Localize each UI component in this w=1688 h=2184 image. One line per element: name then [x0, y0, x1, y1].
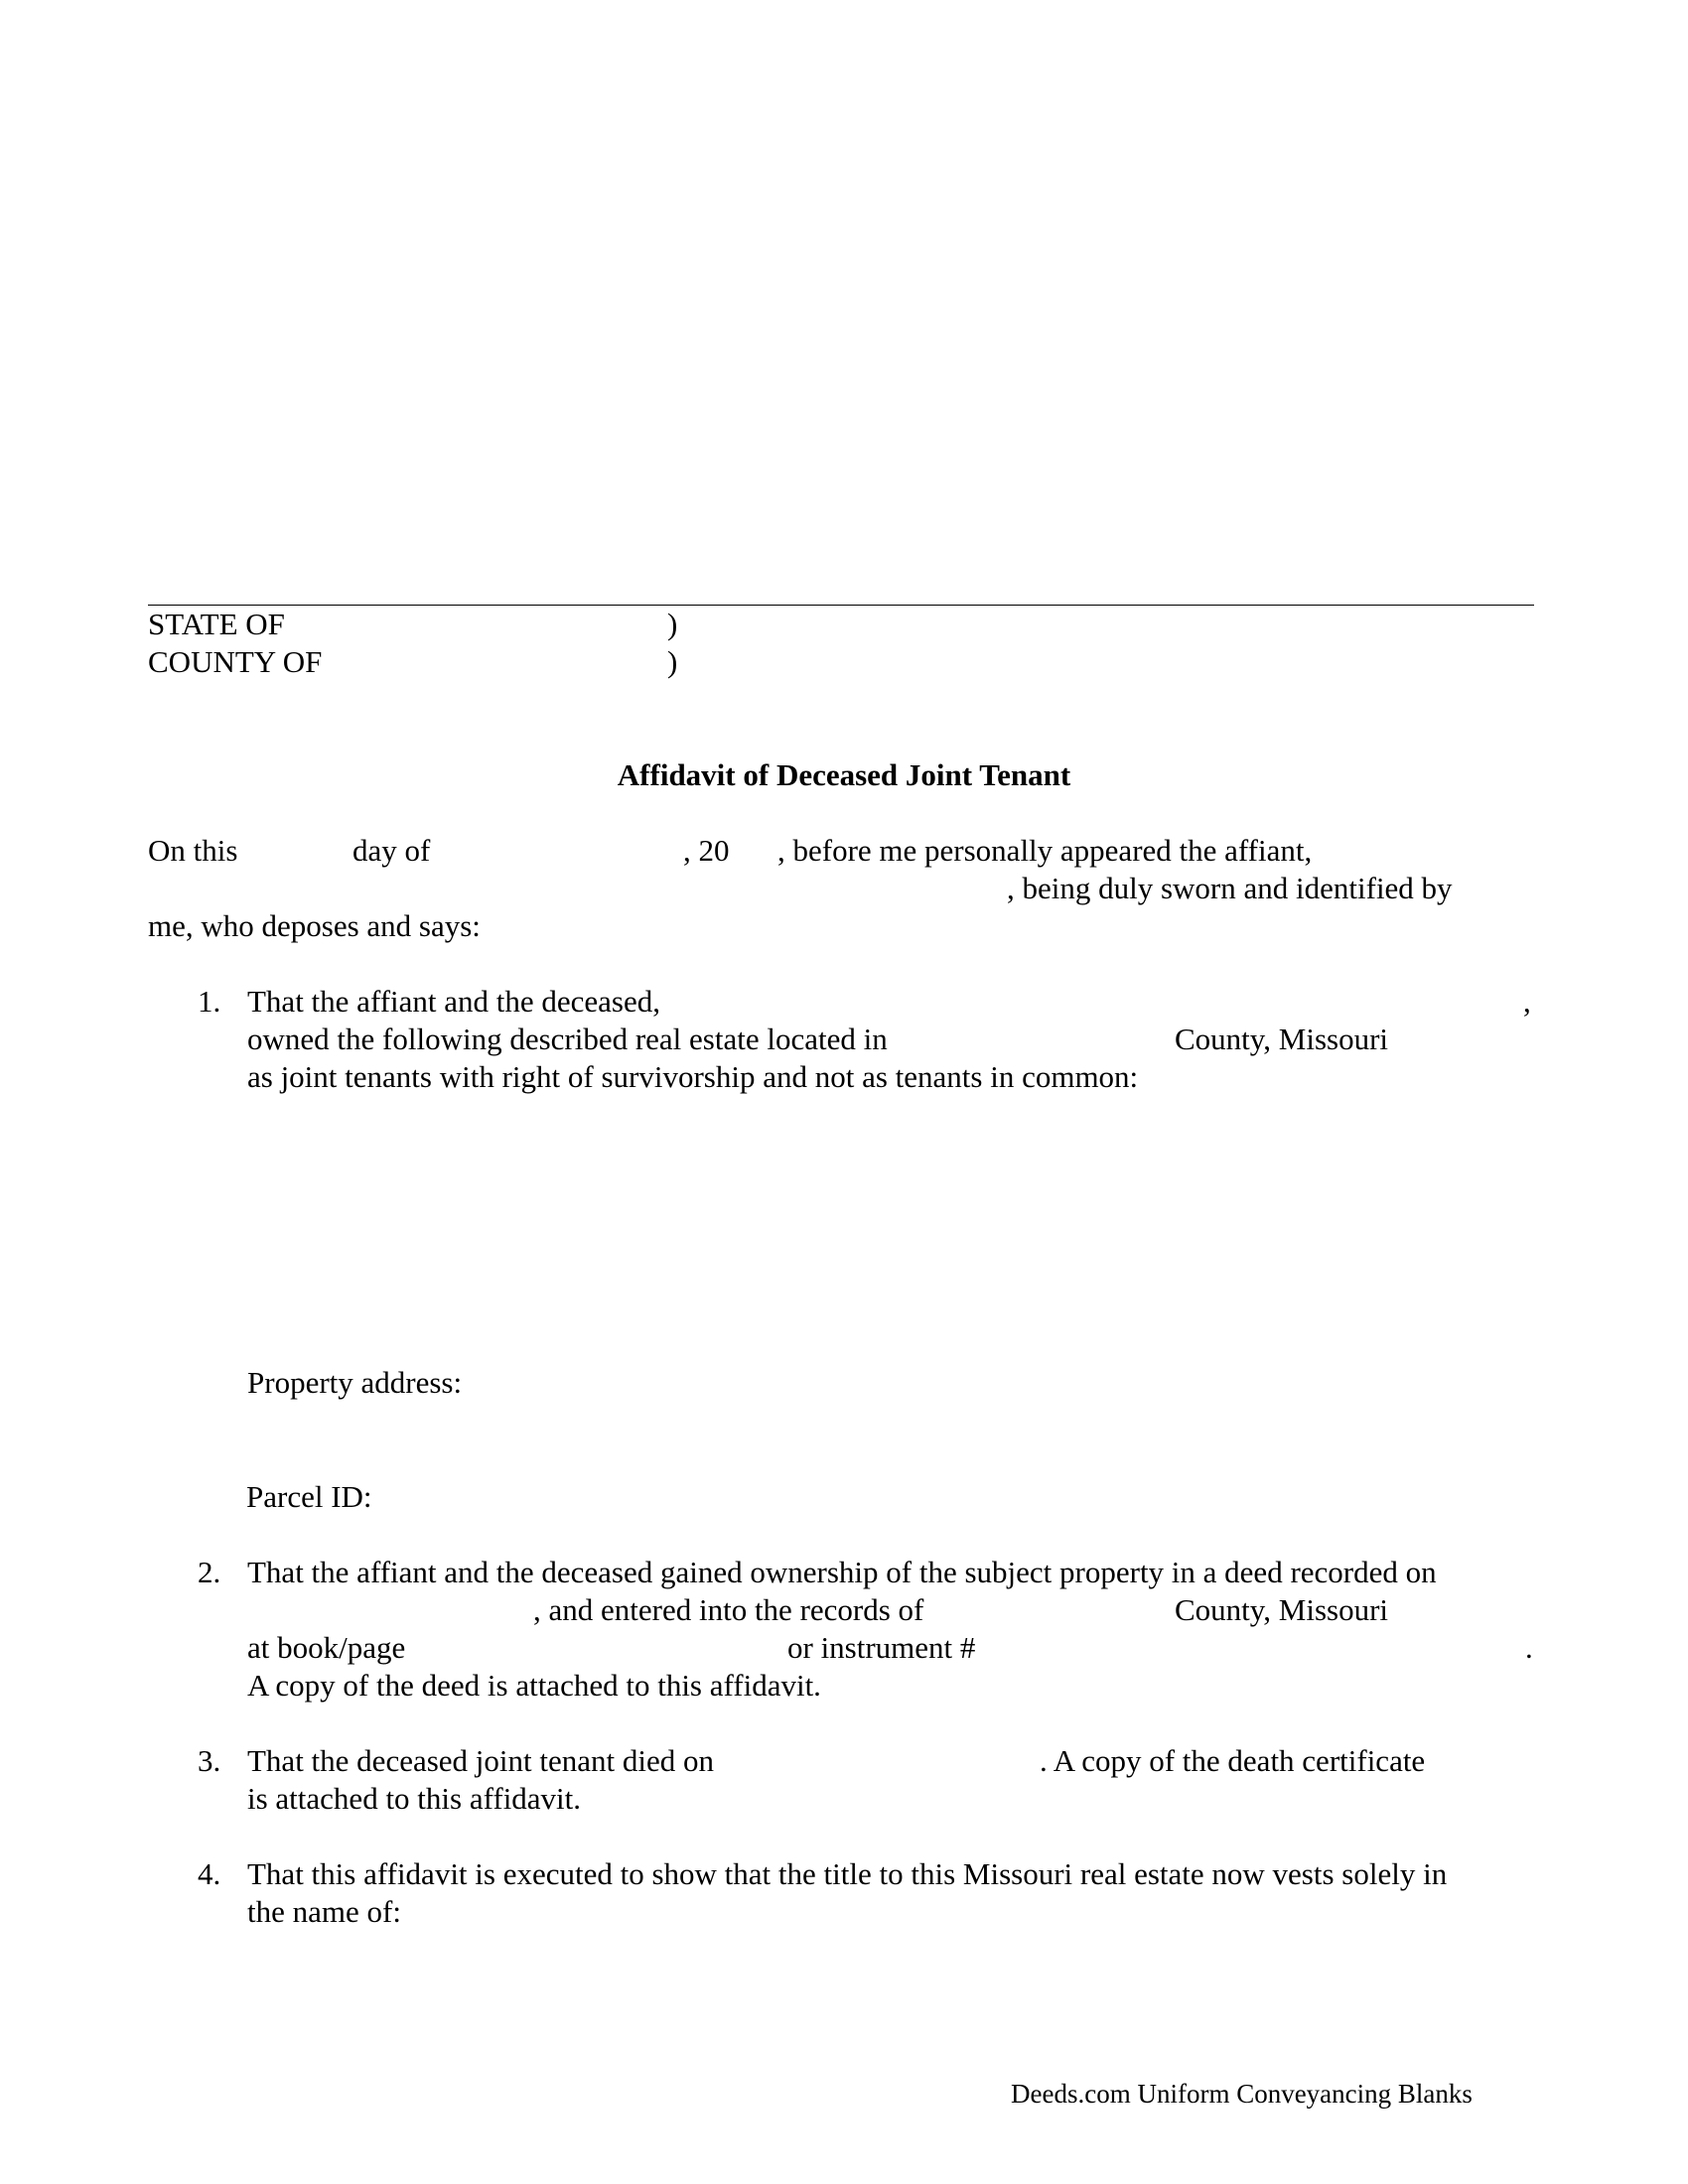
item-1-line-3: as joint tenants with right of survivorship and not as tenants in common: — [247, 1059, 1139, 1094]
item-2-line-3-a: at book/page — [247, 1630, 406, 1665]
intro-on-this: On this — [148, 833, 238, 868]
parcel-id-label: Parcel ID: — [246, 1479, 372, 1514]
item-1-line-2-b: County, Missouri — [1175, 1022, 1389, 1056]
item-2-line-2-b: County, Missouri — [1175, 1592, 1389, 1627]
state-paren: ) — [667, 607, 678, 641]
item-4-line-1: That this affidavit is executed to show that the title to this Missouri real estate now vests solely in — [247, 1856, 1448, 1891]
item-1-number: 1. — [198, 984, 221, 1019]
item-3-line-1-b: . A copy of the death certificate — [1040, 1743, 1426, 1778]
item-2-line-1: That the affiant and the deceased gained ownership of the subject property in a deed recorded on — [247, 1555, 1437, 1589]
intro-year-prefix: , 20 — [683, 833, 730, 868]
county-of-label: COUNTY OF — [148, 644, 323, 679]
footer-credit: Deeds.com Uniform Conveyancing Blanks — [1011, 2079, 1473, 2109]
item-2-trailing-period: . — [1525, 1630, 1533, 1665]
item-3-number: 3. — [198, 1743, 221, 1778]
document-title: Affidavit of Deceased Joint Tenant — [617, 757, 1071, 792]
item-2-line-4: A copy of the deed is attached to this affidavit. — [247, 1668, 821, 1703]
item-2-line-3-b: or instrument # — [787, 1630, 976, 1665]
property-address-label: Property address: — [247, 1365, 463, 1400]
state-of-label: STATE OF — [148, 607, 285, 641]
item-1-line-1: That the affiant and the deceased, — [247, 984, 661, 1019]
intro-deposes: me, who deposes and says: — [148, 908, 481, 943]
item-4-number: 4. — [198, 1856, 221, 1891]
item-3-line-2: is attached to this affidavit. — [247, 1781, 582, 1816]
intro-sworn: , being duly sworn and identified by — [1007, 871, 1453, 905]
item-4-line-2: the name of: — [247, 1894, 401, 1929]
item-1-trailing-comma: , — [1523, 984, 1531, 1019]
top-divider-line — [148, 605, 1534, 606]
item-1-line-2-a: owned the following described real estate located in — [247, 1022, 888, 1056]
intro-day-of: day of — [352, 833, 431, 868]
intro-appeared: , before me personally appeared the affiant, — [777, 833, 1313, 868]
item-2-number: 2. — [198, 1555, 221, 1589]
item-3-line-1-a: That the deceased joint tenant died on — [247, 1743, 714, 1778]
item-2-line-2-a: , and entered into the records of — [533, 1592, 924, 1627]
county-paren: ) — [667, 644, 678, 679]
